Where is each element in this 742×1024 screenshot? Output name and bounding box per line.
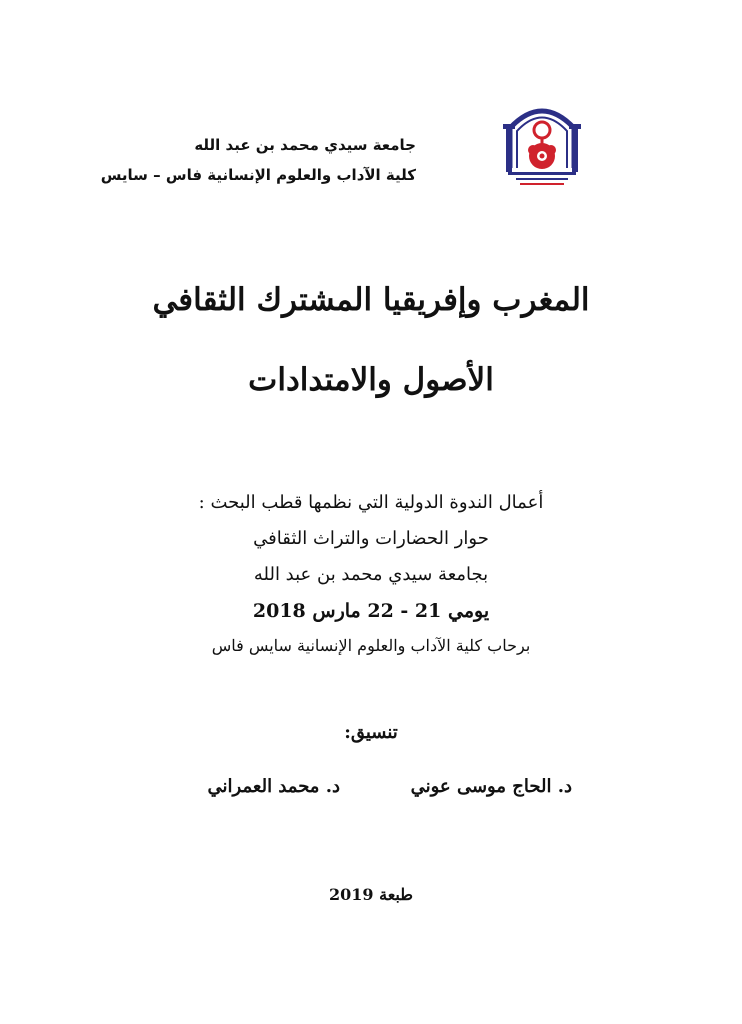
book-title: المغرب وإفريقيا المشترك الثقافي	[152, 282, 590, 318]
research-pole: حوار الحضارات والتراث الثقافي	[253, 528, 489, 549]
coordinator-name: د. الحاج موسى عوني	[410, 776, 572, 797]
book-subtitle: الأصول والامتدادات	[248, 362, 494, 398]
faculty-name: كلية الآداب والعلوم الإنسانية فاس – سايس	[100, 166, 416, 184]
coordination-label: تنسيق:	[344, 722, 398, 743]
symposium-details	[0, 485, 742, 663]
university-name: جامعة سيدي محمد بن عبد الله	[194, 136, 416, 154]
university-header	[100, 130, 416, 190]
edition-year: طبعة 2019	[329, 885, 413, 904]
symposium-intro: أعمال الندوة الدولية التي نظمها قطب البحث :	[198, 492, 544, 513]
symposium-dates: يومي 21 - 22 مارس 2018	[252, 600, 490, 622]
university-emblem-icon	[500, 98, 584, 190]
symposium-university: بجامعة سيدي محمد بن عبد الله	[253, 564, 489, 585]
coordinator-name: د. محمد العمراني	[207, 776, 340, 797]
symposium-venue: برحاب كلية الآداب والعلوم الإنسانية سايس فاس	[211, 636, 531, 655]
university-logo	[500, 98, 584, 190]
